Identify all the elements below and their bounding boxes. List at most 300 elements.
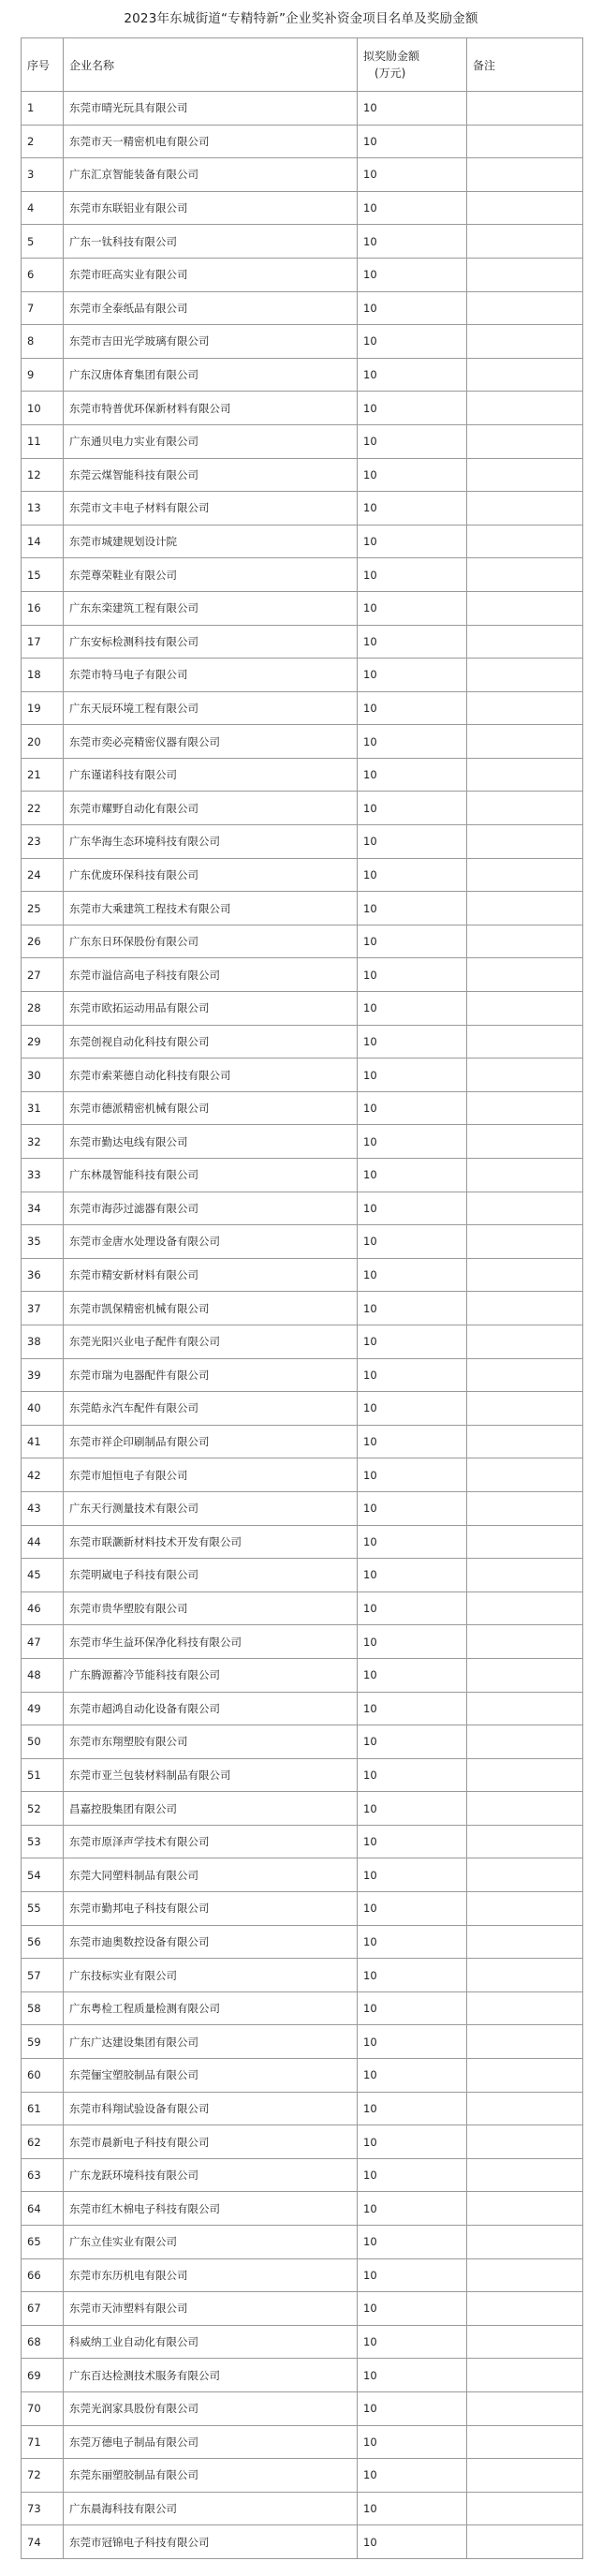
cell-serial-number: 70 [22, 2391, 64, 2425]
table-row [22, 1125, 583, 1159]
document-title: 2023年东城街道“专精特新”企业奖补资金项目名单及奖励金额 [124, 11, 478, 26]
cell-remarks [467, 1625, 583, 1659]
table-row [22, 2425, 583, 2459]
table-row [22, 1392, 583, 1426]
cell-company-name: 东莞市天一精密机电有限公司 [64, 125, 358, 158]
table-row [22, 1159, 583, 1192]
cell-company-name: 东莞市特普优环保新材料有限公司 [64, 392, 358, 425]
cell-remarks [467, 424, 583, 458]
cell-award-amount: 10 [358, 191, 467, 225]
cell-remarks [467, 125, 583, 158]
cell-company-name: 东莞光阳兴业电子配件有限公司 [64, 1325, 358, 1358]
cell-company-name: 东莞市文丰电子材料有限公司 [64, 492, 358, 526]
header-company-name: 企业名称 [64, 38, 358, 92]
header-award-amount [358, 38, 467, 92]
cell-remarks [467, 1159, 583, 1192]
cell-award-amount: 10 [358, 1825, 467, 1858]
cell-award-amount: 10 [358, 158, 467, 192]
cell-company-name: 广东晨海科技有限公司 [64, 2492, 358, 2525]
table-row [22, 2059, 583, 2093]
cell-serial-number: 67 [22, 2292, 64, 2326]
cell-company-name: 东莞市大乘建筑工程技术有限公司 [64, 892, 358, 925]
cell-award-amount: 10 [358, 1725, 467, 1759]
cell-award-amount: 10 [358, 1125, 467, 1159]
cell-remarks [467, 758, 583, 792]
cell-award-amount: 10 [358, 925, 467, 958]
cell-remarks [467, 225, 583, 259]
cell-serial-number: 42 [22, 1458, 64, 1492]
cell-remarks [467, 1959, 583, 1992]
cell-company-name: 东莞市东历机电有限公司 [64, 2258, 358, 2292]
cell-remarks [467, 825, 583, 859]
cell-remarks [467, 1292, 583, 1325]
cell-serial-number: 44 [22, 1525, 64, 1559]
cell-award-amount: 10 [358, 458, 467, 492]
cell-serial-number: 6 [22, 258, 64, 291]
cell-remarks [467, 1258, 583, 1292]
cell-serial-number: 57 [22, 1959, 64, 1992]
table-row [22, 992, 583, 1026]
cell-remarks [467, 2192, 583, 2226]
cell-award-amount: 10 [358, 1792, 467, 1826]
table-row [22, 792, 583, 825]
cell-serial-number: 29 [22, 1025, 64, 1059]
cell-company-name: 东莞皓永汽车配件有限公司 [64, 1392, 358, 1426]
cell-serial-number: 11 [22, 424, 64, 458]
cell-serial-number: 46 [22, 1591, 64, 1625]
cell-award-amount: 10 [358, 358, 467, 392]
cell-award-amount: 10 [358, 2059, 467, 2093]
cell-serial-number: 62 [22, 2125, 64, 2159]
cell-award-amount: 10 [358, 1525, 467, 1559]
table-row [22, 492, 583, 526]
cell-remarks [467, 2025, 583, 2059]
cell-company-name: 广东一钛科技有限公司 [64, 225, 358, 259]
cell-award-amount: 10 [358, 325, 467, 359]
table-row [22, 1358, 583, 1392]
cell-company-name: 东莞市城建规划设计院 [64, 525, 358, 558]
cell-award-amount: 10 [358, 2425, 467, 2459]
table-row [22, 325, 583, 359]
cell-serial-number: 13 [22, 492, 64, 526]
cell-company-name: 东莞市索莱德自动化科技有限公司 [64, 1059, 358, 1092]
cell-company-name: 东莞云煤智能科技有限公司 [64, 458, 358, 492]
cell-company-name: 东莞市瑞为电器配件有限公司 [64, 1358, 358, 1392]
cell-award-amount: 10 [358, 2325, 467, 2359]
cell-award-amount: 10 [358, 2292, 467, 2326]
cell-company-name: 东莞市华生益环保净化科技有限公司 [64, 1625, 358, 1659]
cell-award-amount: 10 [358, 1559, 467, 1592]
cell-remarks [467, 2292, 583, 2326]
cell-serial-number: 73 [22, 2492, 64, 2525]
table-row [22, 1292, 583, 1325]
cell-company-name: 广东东栾建筑工程有限公司 [64, 591, 358, 625]
cell-serial-number: 41 [22, 1425, 64, 1458]
cell-serial-number: 51 [22, 1758, 64, 1792]
cell-serial-number: 10 [22, 392, 64, 425]
cell-award-amount: 10 [358, 2092, 467, 2125]
cell-award-amount: 10 [358, 2492, 467, 2525]
cell-award-amount: 10 [358, 1325, 467, 1358]
cell-company-name: 东莞市冠锦电子科技有限公司 [64, 2525, 358, 2559]
cell-remarks [467, 2459, 583, 2493]
cell-remarks [467, 458, 583, 492]
cell-remarks [467, 1559, 583, 1592]
table-row [22, 1792, 583, 1826]
cell-company-name: 东莞市全泰纸品有限公司 [64, 291, 358, 325]
cell-remarks [467, 1692, 583, 1725]
cell-company-name: 广东汉唐体育集团有限公司 [64, 358, 358, 392]
cell-company-name: 广东林晟智能科技有限公司 [64, 1159, 358, 1192]
cell-remarks [467, 1725, 583, 1759]
cell-company-name: 东莞尊荣鞋业有限公司 [64, 558, 358, 592]
cell-remarks [467, 191, 583, 225]
cell-remarks [467, 2525, 583, 2559]
table-row [22, 1425, 583, 1458]
cell-remarks [467, 1059, 583, 1092]
cell-company-name: 广东立佳实业有限公司 [64, 2226, 358, 2259]
cell-serial-number: 12 [22, 458, 64, 492]
cell-serial-number: 4 [22, 191, 64, 225]
cell-award-amount: 10 [358, 392, 467, 425]
cell-remarks [467, 1392, 583, 1426]
cell-serial-number: 17 [22, 625, 64, 659]
cell-company-name: 广东技标实业有限公司 [64, 1959, 358, 1992]
cell-remarks [467, 2425, 583, 2459]
cell-company-name: 东莞俪宝塑胶制品有限公司 [64, 2059, 358, 2093]
cell-remarks [467, 2359, 583, 2392]
table-row [22, 2492, 583, 2525]
cell-remarks [467, 858, 583, 892]
cell-award-amount: 10 [358, 1925, 467, 1959]
table-row [22, 1625, 583, 1659]
cell-serial-number: 69 [22, 2359, 64, 2392]
cell-serial-number: 58 [22, 1991, 64, 2025]
cell-award-amount: 10 [358, 1758, 467, 1792]
cell-remarks [467, 725, 583, 759]
cell-award-amount: 10 [358, 1959, 467, 1992]
table-row [22, 558, 583, 592]
cell-serial-number: 71 [22, 2425, 64, 2459]
cell-award-amount: 10 [358, 858, 467, 892]
cell-company-name: 东莞市旭恒电子有限公司 [64, 1458, 358, 1492]
cell-remarks [467, 325, 583, 359]
table-row [22, 892, 583, 925]
table-row [22, 125, 583, 158]
cell-remarks [467, 358, 583, 392]
cell-award-amount: 10 [358, 2525, 467, 2559]
cell-remarks [467, 2325, 583, 2359]
table-row [22, 525, 583, 558]
cell-award-amount: 10 [358, 2359, 467, 2392]
cell-company-name: 东莞市勤邦电子科技有限公司 [64, 1892, 358, 1926]
cell-company-name: 东莞市溢信高电子科技有限公司 [64, 958, 358, 992]
cell-award-amount: 10 [358, 525, 467, 558]
cell-serial-number: 8 [22, 325, 64, 359]
cell-company-name: 东莞市红木棉电子科技有限公司 [64, 2192, 358, 2226]
cell-company-name: 东莞市天沛塑料有限公司 [64, 2292, 358, 2326]
cell-serial-number: 25 [22, 892, 64, 925]
table-row [22, 2025, 583, 2059]
cell-company-name: 广东东日环保股份有限公司 [64, 925, 358, 958]
cell-remarks [467, 92, 583, 126]
table-row [22, 691, 583, 725]
cell-award-amount: 10 [358, 758, 467, 792]
cell-award-amount: 10 [358, 1025, 467, 1059]
cell-award-amount: 10 [358, 2192, 467, 2226]
cell-company-name: 东莞市金唐水处理设备有限公司 [64, 1225, 358, 1259]
table-row [22, 825, 583, 859]
cell-award-amount: 10 [358, 92, 467, 126]
cell-company-name: 东莞市晨新电子科技有限公司 [64, 2125, 358, 2159]
cell-company-name: 东莞市特马电子有限公司 [64, 659, 358, 692]
cell-remarks [467, 1991, 583, 2025]
cell-award-amount: 10 [358, 2125, 467, 2159]
table-body [22, 92, 583, 2559]
table-row [22, 1658, 583, 1692]
cell-serial-number: 52 [22, 1792, 64, 1826]
cell-company-name: 广东通贝电力实业有限公司 [64, 424, 358, 458]
table-row [22, 1025, 583, 1059]
cell-serial-number: 28 [22, 992, 64, 1026]
cell-serial-number: 53 [22, 1825, 64, 1858]
cell-award-amount: 10 [358, 1591, 467, 1625]
cell-company-name: 东莞市奕必亮精密仪器有限公司 [64, 725, 358, 759]
table-row [22, 1491, 583, 1525]
cell-serial-number: 33 [22, 1159, 64, 1192]
cell-remarks [467, 1858, 583, 1892]
cell-remarks [467, 1325, 583, 1358]
cell-remarks [467, 1458, 583, 1492]
table-row [22, 1758, 583, 1792]
cell-serial-number: 49 [22, 1692, 64, 1725]
cell-remarks [467, 625, 583, 659]
cell-company-name: 广东汇京智能装备有限公司 [64, 158, 358, 192]
table-row [22, 2292, 583, 2326]
cell-remarks [467, 525, 583, 558]
cell-serial-number: 20 [22, 725, 64, 759]
cell-company-name: 东莞市原泽声学技术有限公司 [64, 1825, 358, 1858]
cell-award-amount: 10 [358, 258, 467, 291]
cell-award-amount: 10 [358, 1692, 467, 1725]
cell-serial-number: 47 [22, 1625, 64, 1659]
cell-serial-number: 23 [22, 825, 64, 859]
cell-award-amount: 10 [358, 492, 467, 526]
table-row [22, 2391, 583, 2425]
cell-award-amount: 10 [358, 291, 467, 325]
cell-remarks [467, 1591, 583, 1625]
table-row [22, 2258, 583, 2292]
cell-award-amount: 10 [358, 225, 467, 259]
cell-award-amount: 10 [358, 1425, 467, 1458]
cell-award-amount: 10 [358, 125, 467, 158]
table-row [22, 1325, 583, 1358]
cell-award-amount: 10 [358, 1192, 467, 1225]
cell-company-name: 广东谨诺科技有限公司 [64, 758, 358, 792]
cell-award-amount: 10 [358, 992, 467, 1026]
cell-award-amount: 10 [358, 1059, 467, 1092]
table-row [22, 1692, 583, 1725]
cell-remarks [467, 1125, 583, 1159]
cell-remarks [467, 2125, 583, 2159]
cell-remarks [467, 992, 583, 1026]
cell-company-name: 广东天辰环境工程有限公司 [64, 691, 358, 725]
cell-serial-number: 38 [22, 1325, 64, 1358]
cell-company-name: 东莞市旺高实业有限公司 [64, 258, 358, 291]
cell-company-name: 东莞市超鸿自动化设备有限公司 [64, 1692, 358, 1725]
award-table [21, 37, 583, 2559]
table-row [22, 2192, 583, 2226]
cell-remarks [467, 558, 583, 592]
cell-remarks [467, 892, 583, 925]
table-row [22, 191, 583, 225]
header-remarks: 备注 [467, 38, 583, 92]
table-row [22, 2158, 583, 2192]
cell-serial-number: 72 [22, 2459, 64, 2493]
cell-remarks [467, 492, 583, 526]
cell-serial-number: 39 [22, 1358, 64, 1392]
cell-award-amount: 10 [358, 1991, 467, 2025]
cell-award-amount: 10 [358, 1292, 467, 1325]
cell-company-name: 广东龙跃环境科技有限公司 [64, 2158, 358, 2192]
cell-remarks [467, 691, 583, 725]
cell-remarks [467, 158, 583, 192]
cell-award-amount: 10 [358, 691, 467, 725]
cell-company-name: 广东安标检测科技有限公司 [64, 625, 358, 659]
cell-serial-number: 68 [22, 2325, 64, 2359]
cell-remarks [467, 1925, 583, 1959]
cell-serial-number: 36 [22, 1258, 64, 1292]
table-row [22, 1091, 583, 1125]
cell-remarks [467, 2059, 583, 2093]
cell-remarks [467, 958, 583, 992]
cell-remarks [467, 925, 583, 958]
cell-serial-number: 22 [22, 792, 64, 825]
cell-remarks [467, 258, 583, 291]
cell-award-amount: 10 [358, 1225, 467, 1259]
cell-award-amount: 10 [358, 1358, 467, 1392]
table-row [22, 358, 583, 392]
cell-remarks [467, 1525, 583, 1559]
cell-serial-number: 1 [22, 92, 64, 126]
table-row [22, 1059, 583, 1092]
cell-remarks [467, 2492, 583, 2525]
table-row [22, 1458, 583, 1492]
cell-company-name: 广东百达检测技术服务有限公司 [64, 2359, 358, 2392]
cell-award-amount: 10 [358, 1625, 467, 1659]
cell-award-amount: 10 [358, 825, 467, 859]
cell-serial-number: 26 [22, 925, 64, 958]
cell-remarks [467, 591, 583, 625]
table-row [22, 1225, 583, 1259]
cell-remarks [467, 2158, 583, 2192]
cell-company-name: 昌嘉控股集团有限公司 [64, 1792, 358, 1826]
cell-award-amount: 10 [358, 424, 467, 458]
cell-remarks [467, 1758, 583, 1792]
table-row [22, 1258, 583, 1292]
table-header [22, 38, 583, 92]
cell-remarks [467, 792, 583, 825]
cell-company-name: 东莞创视自动化科技有限公司 [64, 1025, 358, 1059]
cell-award-amount: 10 [358, 1392, 467, 1426]
cell-remarks [467, 659, 583, 692]
table-row [22, 591, 583, 625]
cell-serial-number: 61 [22, 2092, 64, 2125]
cell-remarks [467, 1892, 583, 1926]
table-row [22, 758, 583, 792]
table-row [22, 2092, 583, 2125]
cell-serial-number: 65 [22, 2226, 64, 2259]
cell-company-name: 东莞市晴光玩具有限公司 [64, 92, 358, 126]
cell-company-name: 广东优废环保科技有限公司 [64, 858, 358, 892]
cell-serial-number: 19 [22, 691, 64, 725]
header-serial-number: 序号 [22, 38, 64, 92]
cell-company-name: 东莞明崴电子科技有限公司 [64, 1559, 358, 1592]
table-row [22, 2459, 583, 2493]
cell-company-name: 东莞市欧拓运动用品有限公司 [64, 992, 358, 1026]
cell-company-name: 东莞市德派精密机械有限公司 [64, 1091, 358, 1125]
cell-company-name: 广东腾源蓄冷节能科技有限公司 [64, 1658, 358, 1692]
cell-award-amount: 10 [358, 659, 467, 692]
table-row [22, 1525, 583, 1559]
cell-serial-number: 50 [22, 1725, 64, 1759]
cell-award-amount: 10 [358, 1892, 467, 1926]
cell-company-name: 东莞市贵华塑胶有限公司 [64, 1591, 358, 1625]
table-row [22, 858, 583, 892]
cell-company-name: 广东粤检工程质量检测有限公司 [64, 1991, 358, 2025]
cell-serial-number: 63 [22, 2158, 64, 2192]
table-row [22, 291, 583, 325]
cell-award-amount: 10 [358, 892, 467, 925]
cell-remarks [467, 392, 583, 425]
cell-serial-number: 74 [22, 2525, 64, 2559]
cell-company-name: 东莞市勤达电线有限公司 [64, 1125, 358, 1159]
cell-remarks [467, 1658, 583, 1692]
cell-remarks [467, 291, 583, 325]
table-row [22, 1192, 583, 1225]
cell-award-amount: 10 [358, 2025, 467, 2059]
cell-serial-number: 31 [22, 1091, 64, 1125]
table-row [22, 1959, 583, 1992]
cell-serial-number: 59 [22, 2025, 64, 2059]
cell-company-name: 广东广达建设集团有限公司 [64, 2025, 358, 2059]
table-row [22, 1591, 583, 1625]
table-row [22, 659, 583, 692]
table-row [22, 225, 583, 259]
cell-award-amount: 10 [358, 2391, 467, 2425]
cell-serial-number: 5 [22, 225, 64, 259]
cell-award-amount: 10 [358, 1091, 467, 1125]
cell-serial-number: 37 [22, 1292, 64, 1325]
table-row [22, 2325, 583, 2359]
cell-serial-number: 16 [22, 591, 64, 625]
cell-award-amount: 10 [358, 792, 467, 825]
cell-serial-number: 64 [22, 2192, 64, 2226]
cell-serial-number: 60 [22, 2059, 64, 2093]
table-row [22, 958, 583, 992]
cell-serial-number: 54 [22, 1858, 64, 1892]
table-row [22, 925, 583, 958]
table-row [22, 258, 583, 291]
cell-company-name: 东莞市凯保精密机械有限公司 [64, 1292, 358, 1325]
cell-serial-number: 14 [22, 525, 64, 558]
header-row [22, 38, 583, 92]
cell-company-name: 广东天行测量技术有限公司 [64, 1491, 358, 1525]
cell-serial-number: 30 [22, 1059, 64, 1092]
cell-company-name: 东莞市迪奥数控设备有限公司 [64, 1925, 358, 1959]
cell-serial-number: 18 [22, 659, 64, 692]
table-row [22, 2525, 583, 2559]
